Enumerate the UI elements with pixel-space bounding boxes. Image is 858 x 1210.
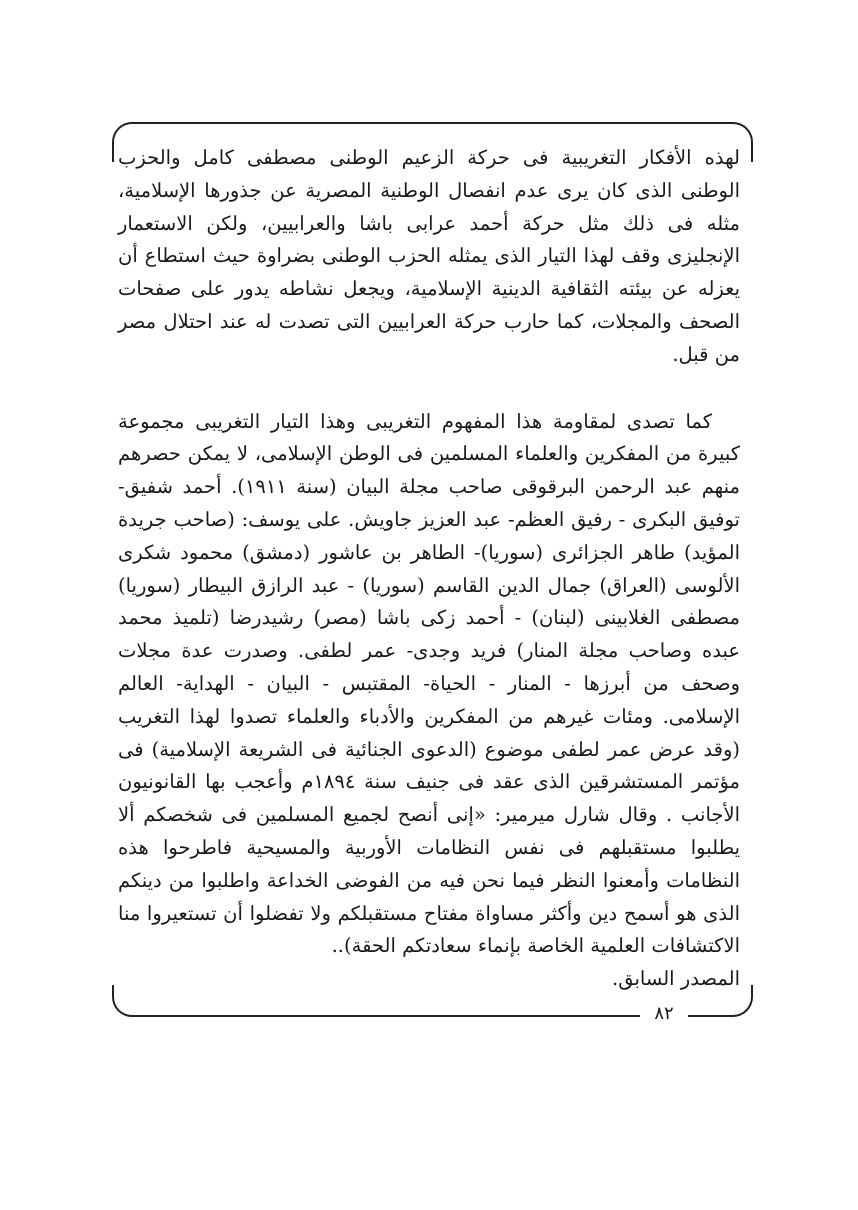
body-text: [118, 142, 740, 996]
page-number: ٨٢: [654, 1003, 674, 1024]
paragraph-continuation: لهذه الأفكار التغريبية فى حركة الزعيم الوطنى مصطفى كامل والحزب الوطنى الذى كان يرى عدم انفصال الوطنية المصرية عن جذورها الإسلامية، مثله فى ذلك مثل حركة أحمد عرابى باشا والعرابيين، ولكن الاستعمار الإنجليزى وقف لهذا التيار الذى يمثله الحزب الوطنى بضراوة حيث استطاع أن يعزله عن بيئته الثقافية الدينية الإسلامية، ويجعل نشاطه يدور على صفحات الصحف والمجلات، كما حارب حركة العرابيين التى تصدت له عند احتلال مصر من قبل.: [118, 146, 740, 366]
paragraph-resistance: كما تصدى لمقاومة هذا المفهوم التغريبى وهذا التيار التغريبى مجموعة كبيرة من المفكرين والعلماء المسلمين فى الوطن الإسلامى، لا يمكن حصرهم منهم عبد الرحمن البرقوقى صاحب مجلة البيان (سنة ١٩١١). أحمد شفيق- توفيق البكرى - رفيق العظم- عبد العزيز جاويش. على يوسف: (صاحب جريدة المؤيد) طاهر الجزائرى (سوريا)- الطاهر بن عاشور (دمشق) محمود شكرى الألوسى (العراق) جمال الدين القاسم (سوريا) - عبد الرازق البيطار (سوريا) مصطفى الغلابينى (لبنان) - أحمد زكى باشا (مصر) رشيدرضا (تلميذ محمد عبده وصاحب مجلة المنار) فريد وجدى- عمر لطفى. وصدرت عدة مجلات وصحف من أبرزها - المنار - الحياة- المقتبس - البيان - الهداية- العالم الإسلامى. ومئات غيرهم من المفكرين والأدباء والعلماء تصدوا لهذا التغريب (وقد عرض عمر لطفى موضوع (الدعوى الجنائية فى الشريعة الإسلامية) فى مؤتمر المستشرقين الذى عقد فى جنيف سنة ١٨٩٤م وأعجب بها القانونيون الأجانب . وقال شارل ميرمير: «إنى أنصح لجميع المسلمين فى شخصكم ألا يطلبوا مستقبلهم فى نفس النظامات الأوربية والمسيحية فاطرحوا هذه النظامات وأمعنوا النظر فيما نحن فيه من الفوضى الخداعة واطلبوا من دينكم الذى هو أسمح دين وأكثر مساواة مفتاح مستقبلكم ولا تفضلوا أن تستعيروا منا الاكتشافات العلمية الخاصة بإنماء سعادتكم الحقة)..: [118, 409, 740, 958]
source-note: المصدر السابق.: [612, 967, 740, 991]
